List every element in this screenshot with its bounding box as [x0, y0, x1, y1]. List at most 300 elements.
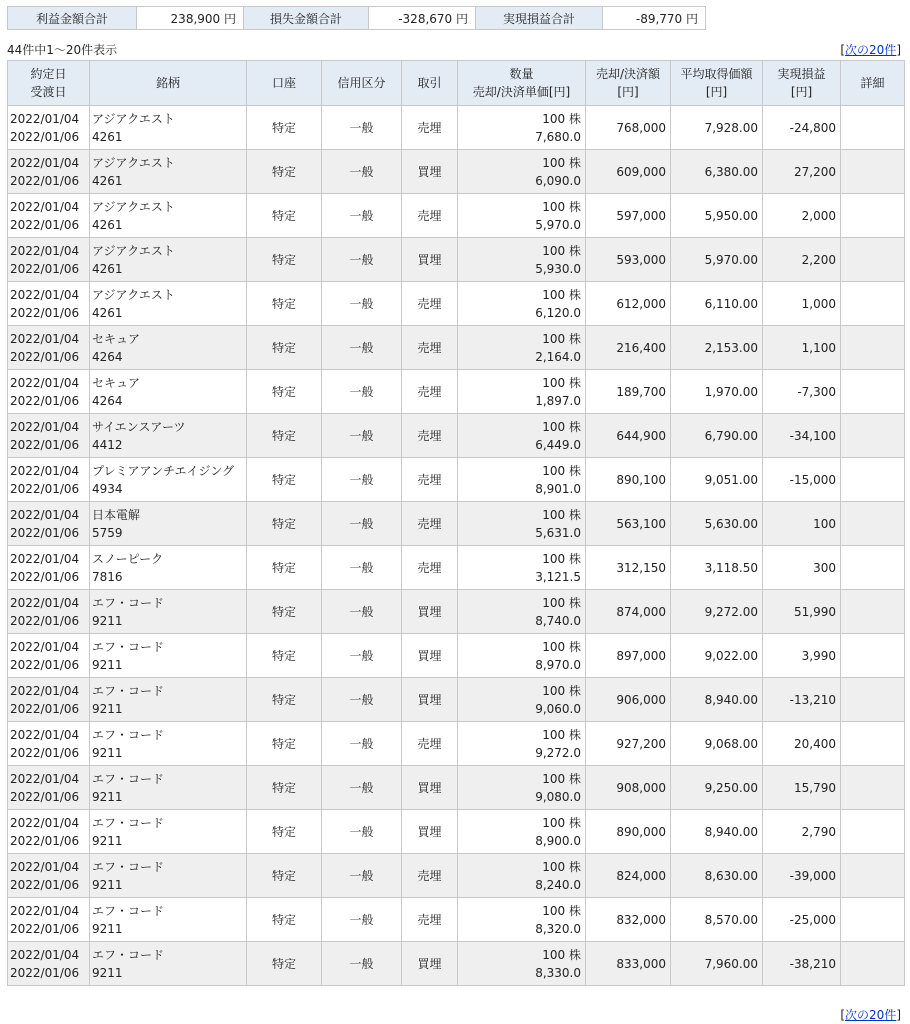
quantity: 100 株 — [542, 683, 581, 698]
stock-code: 9211 — [92, 789, 123, 804]
stock-code: 4934 — [92, 481, 123, 496]
qty-cell — [458, 546, 586, 590]
qty-cell — [458, 678, 586, 722]
avg-cost-cell: 8,570.00 — [671, 898, 763, 942]
trade-date: 2022/01/04 — [10, 199, 80, 214]
pnl-cell: -13,210 — [763, 678, 841, 722]
col-trade: 取引 — [402, 61, 458, 106]
table-row — [8, 150, 905, 194]
trade-date: 2022/01/04 — [10, 903, 80, 918]
pnl-cell: 1,000 — [763, 282, 841, 326]
settle-date: 2022/01/06 — [10, 701, 80, 716]
trade-date: 2022/01/04 — [10, 507, 80, 522]
trade-cell: 売埋 — [402, 194, 458, 238]
pnl-cell: -24,800 — [763, 106, 841, 150]
stock-name: スノーピーク — [92, 551, 164, 566]
trade-date: 2022/01/04 — [10, 111, 80, 126]
stock-cell — [90, 722, 247, 766]
detail-cell — [841, 194, 905, 238]
settle-date: 2022/01/06 — [10, 305, 80, 320]
avg-cost-cell: 9,068.00 — [671, 722, 763, 766]
settle-date: 2022/01/06 — [10, 745, 80, 760]
trade-date: 2022/01/04 — [10, 771, 80, 786]
quantity: 100 株 — [542, 243, 581, 258]
pnl-cell: 2,790 — [763, 810, 841, 854]
col-pnl — [763, 61, 841, 106]
pnl-cell: -39,000 — [763, 854, 841, 898]
quantity: 100 株 — [542, 595, 581, 610]
table-row — [8, 414, 905, 458]
quantity: 100 株 — [542, 199, 581, 214]
stock-name: アジアクエスト — [92, 199, 175, 214]
account-cell: 特定 — [247, 238, 322, 282]
account-cell: 特定 — [247, 678, 322, 722]
trade-date: 2022/01/04 — [10, 947, 80, 962]
trade-cell: 売埋 — [402, 326, 458, 370]
credit-cell: 一般 — [322, 898, 402, 942]
stock-cell — [90, 150, 247, 194]
pager-top — [840, 41, 901, 58]
avg-cost-cell: 8,940.00 — [671, 810, 763, 854]
avg-cost-cell: 5,630.00 — [671, 502, 763, 546]
settle-date: 2022/01/06 — [10, 921, 80, 936]
stock-code: 9211 — [92, 613, 123, 628]
unit-price: 6,120.0 — [535, 305, 581, 320]
trade-date: 2022/01/04 — [10, 551, 80, 566]
account-cell: 特定 — [247, 634, 322, 678]
table-row — [8, 898, 905, 942]
credit-cell: 一般 — [322, 810, 402, 854]
settle-date: 2022/01/06 — [10, 349, 80, 364]
unit-price: 9,272.0 — [535, 745, 581, 760]
avg-cost-cell: 7,928.00 — [671, 106, 763, 150]
stock-cell — [90, 370, 247, 414]
qty-cell — [458, 634, 586, 678]
quantity: 100 株 — [542, 859, 581, 874]
detail-cell — [841, 546, 905, 590]
avg-cost-cell: 6,790.00 — [671, 414, 763, 458]
table-row — [8, 194, 905, 238]
avg-cost-cell: 8,940.00 — [671, 678, 763, 722]
trade-date: 2022/01/04 — [10, 287, 80, 302]
credit-cell: 一般 — [322, 502, 402, 546]
date-cell — [8, 942, 90, 986]
trade-cell: 買埋 — [402, 634, 458, 678]
qty-cell — [458, 854, 586, 898]
col-avg-line2: [円] — [705, 85, 728, 99]
unit-price: 9,060.0 — [535, 701, 581, 716]
trade-cell: 買埋 — [402, 810, 458, 854]
trade-date: 2022/01/04 — [10, 375, 80, 390]
quantity: 100 株 — [542, 947, 581, 962]
amount-cell: 890,100 — [586, 458, 671, 502]
qty-cell — [458, 810, 586, 854]
account-cell: 特定 — [247, 370, 322, 414]
unit-price: 6,449.0 — [535, 437, 581, 452]
table-row — [8, 458, 905, 502]
trade-cell: 売埋 — [402, 546, 458, 590]
amount-cell: 597,000 — [586, 194, 671, 238]
stock-name: セキュア — [92, 375, 141, 390]
unit-price: 5,631.0 — [535, 525, 581, 540]
pager-bracket-close: ] — [896, 1008, 901, 1022]
credit-cell: 一般 — [322, 634, 402, 678]
amount-cell: 832,000 — [586, 898, 671, 942]
settle-date: 2022/01/06 — [10, 569, 80, 584]
amount-cell: 927,200 — [586, 722, 671, 766]
date-cell — [8, 414, 90, 458]
summary-table — [7, 6, 706, 30]
credit-cell: 一般 — [322, 942, 402, 986]
settle-date: 2022/01/06 — [10, 877, 80, 892]
credit-cell: 一般 — [322, 150, 402, 194]
quantity: 100 株 — [542, 727, 581, 742]
date-cell — [8, 502, 90, 546]
avg-cost-cell: 5,970.00 — [671, 238, 763, 282]
table-row — [8, 238, 905, 282]
amount-cell: 563,100 — [586, 502, 671, 546]
table-row — [8, 766, 905, 810]
realized-total-label: 実現損益合計 — [476, 7, 603, 30]
detail-cell — [841, 634, 905, 678]
detail-cell — [841, 942, 905, 986]
pnl-cell: 1,100 — [763, 326, 841, 370]
credit-cell: 一般 — [322, 546, 402, 590]
avg-cost-cell: 9,272.00 — [671, 590, 763, 634]
stock-name: アジアクエスト — [92, 111, 175, 126]
quantity: 100 株 — [542, 155, 581, 170]
avg-cost-cell: 9,250.00 — [671, 766, 763, 810]
qty-cell — [458, 942, 586, 986]
avg-cost-cell: 7,960.00 — [671, 942, 763, 986]
table-row — [8, 370, 905, 414]
amount-cell: 906,000 — [586, 678, 671, 722]
account-cell: 特定 — [247, 590, 322, 634]
unit-price: 7,680.0 — [535, 129, 581, 144]
table-row — [8, 854, 905, 898]
settle-date: 2022/01/06 — [10, 481, 80, 496]
avg-cost-cell: 9,051.00 — [671, 458, 763, 502]
unit-price: 8,740.0 — [535, 613, 581, 628]
results-body — [8, 106, 905, 986]
unit-price: 8,330.0 — [535, 965, 581, 980]
account-cell: 特定 — [247, 150, 322, 194]
trade-cell: 買埋 — [402, 942, 458, 986]
settle-date: 2022/01/06 — [10, 393, 80, 408]
col-account: 口座 — [247, 61, 322, 106]
pnl-cell: 3,990 — [763, 634, 841, 678]
stock-cell — [90, 590, 247, 634]
quantity: 100 株 — [542, 463, 581, 478]
table-row — [8, 942, 905, 986]
trade-date: 2022/01/04 — [10, 815, 80, 830]
avg-cost-cell: 5,950.00 — [671, 194, 763, 238]
detail-cell — [841, 854, 905, 898]
quantity: 100 株 — [542, 551, 581, 566]
col-date-line2: 受渡日 — [30, 85, 67, 99]
amount-cell: 833,000 — [586, 942, 671, 986]
avg-cost-cell: 6,380.00 — [671, 150, 763, 194]
quantity: 100 株 — [542, 771, 581, 786]
stock-name: エフ・コード — [92, 903, 165, 918]
quantity: 100 株 — [542, 287, 581, 302]
account-cell: 特定 — [247, 942, 322, 986]
stock-code: 4261 — [92, 217, 123, 232]
avg-cost-cell: 9,022.00 — [671, 634, 763, 678]
trade-date: 2022/01/04 — [10, 463, 80, 478]
trade-cell: 売埋 — [402, 370, 458, 414]
quantity: 100 株 — [542, 639, 581, 654]
qty-cell — [458, 326, 586, 370]
date-cell — [8, 898, 90, 942]
stock-name: エフ・コード — [92, 595, 165, 610]
col-qty-line2: 売却/決済単価[円] — [472, 85, 571, 99]
stock-name: エフ・コード — [92, 727, 165, 742]
date-cell — [8, 458, 90, 502]
col-date-line1: 約定日 — [30, 67, 67, 81]
stock-cell — [90, 106, 247, 150]
stock-code: 4412 — [92, 437, 123, 452]
stock-code: 9211 — [92, 877, 123, 892]
trade-cell: 買埋 — [402, 766, 458, 810]
qty-cell — [458, 282, 586, 326]
stock-code: 4261 — [92, 173, 123, 188]
amount-cell: 824,000 — [586, 854, 671, 898]
qty-cell — [458, 458, 586, 502]
col-pnl-line2: [円] — [790, 85, 813, 99]
pnl-cell: 27,200 — [763, 150, 841, 194]
account-cell: 特定 — [247, 546, 322, 590]
pager-bracket-close: ] — [896, 43, 901, 57]
detail-cell — [841, 282, 905, 326]
loss-total-value: -328,670 円 — [369, 7, 476, 30]
quantity: 100 株 — [542, 111, 581, 126]
qty-cell — [458, 238, 586, 282]
profit-total-value: 238,900 円 — [137, 7, 244, 30]
stock-cell — [90, 238, 247, 282]
pnl-cell: 51,990 — [763, 590, 841, 634]
stock-name: エフ・コード — [92, 859, 165, 874]
unit-price: 5,930.0 — [535, 261, 581, 276]
unit-price: 8,900.0 — [535, 833, 581, 848]
next-page-link[interactable]: 次の20件 — [845, 43, 897, 57]
quantity: 100 株 — [542, 903, 581, 918]
unit-price: 8,240.0 — [535, 877, 581, 892]
summary-row — [8, 7, 706, 30]
pnl-cell: -34,100 — [763, 414, 841, 458]
amount-cell: 312,150 — [586, 546, 671, 590]
table-row — [8, 634, 905, 678]
stock-code: 9211 — [92, 833, 123, 848]
settle-date: 2022/01/06 — [10, 789, 80, 804]
avg-cost-cell: 3,118.50 — [671, 546, 763, 590]
pager-bracket-open: [ — [840, 1008, 846, 1022]
table-row — [8, 678, 905, 722]
col-amount-line2: [円] — [617, 85, 639, 99]
stock-cell — [90, 634, 247, 678]
amount-cell: 890,000 — [586, 810, 671, 854]
date-cell — [8, 326, 90, 370]
trade-cell: 買埋 — [402, 590, 458, 634]
unit-price: 5,970.0 — [535, 217, 581, 232]
stock-code: 4261 — [92, 129, 123, 144]
credit-cell: 一般 — [322, 766, 402, 810]
settle-date: 2022/01/06 — [10, 525, 80, 540]
trade-cell: 売埋 — [402, 502, 458, 546]
stock-name: サイエンスアーツ — [92, 419, 186, 434]
unit-price: 3,121.5 — [535, 569, 581, 584]
stock-cell — [90, 458, 247, 502]
settle-date: 2022/01/06 — [10, 437, 80, 452]
amount-cell: 908,000 — [586, 766, 671, 810]
avg-cost-cell: 6,110.00 — [671, 282, 763, 326]
trade-cell: 売埋 — [402, 458, 458, 502]
trade-date: 2022/01/04 — [10, 859, 80, 874]
credit-cell: 一般 — [322, 590, 402, 634]
stock-code: 4264 — [92, 349, 123, 364]
avg-cost-cell: 2,153.00 — [671, 326, 763, 370]
stock-name: エフ・コード — [92, 683, 165, 698]
col-name: 銘柄 — [90, 61, 247, 106]
trade-date: 2022/01/04 — [10, 595, 80, 610]
stock-name: エフ・コード — [92, 639, 165, 654]
results-table — [7, 60, 905, 986]
trade-cell: 売埋 — [402, 106, 458, 150]
detail-cell — [841, 722, 905, 766]
settle-date: 2022/01/06 — [10, 965, 80, 980]
pager-bottom — [840, 1006, 901, 1023]
date-cell — [8, 282, 90, 326]
credit-cell: 一般 — [322, 282, 402, 326]
settle-date: 2022/01/06 — [10, 613, 80, 628]
credit-cell: 一般 — [322, 194, 402, 238]
amount-cell: 189,700 — [586, 370, 671, 414]
trade-cell: 買埋 — [402, 678, 458, 722]
detail-cell — [841, 150, 905, 194]
stock-code: 4261 — [92, 305, 123, 320]
pnl-cell: 300 — [763, 546, 841, 590]
account-cell: 特定 — [247, 194, 322, 238]
qty-cell — [458, 370, 586, 414]
account-cell: 特定 — [247, 414, 322, 458]
credit-cell: 一般 — [322, 326, 402, 370]
pnl-cell: -7,300 — [763, 370, 841, 414]
qty-cell — [458, 722, 586, 766]
trade-cell: 売埋 — [402, 854, 458, 898]
account-cell: 特定 — [247, 898, 322, 942]
amount-cell: 874,000 — [586, 590, 671, 634]
stock-cell — [90, 194, 247, 238]
credit-cell: 一般 — [322, 722, 402, 766]
stock-name: エフ・コード — [92, 947, 165, 962]
col-avg-line1: 平均取得価額 — [680, 67, 753, 81]
qty-cell — [458, 414, 586, 458]
stock-name: アジアクエスト — [92, 243, 175, 258]
credit-cell: 一般 — [322, 854, 402, 898]
detail-cell — [841, 238, 905, 282]
trade-cell: 売埋 — [402, 282, 458, 326]
stock-code: 9211 — [92, 965, 123, 980]
credit-cell: 一般 — [322, 370, 402, 414]
pager-bracket-open: [ — [840, 43, 846, 57]
trade-date: 2022/01/04 — [10, 243, 80, 258]
unit-price: 2,164.0 — [535, 349, 581, 364]
detail-cell — [841, 370, 905, 414]
table-row — [8, 546, 905, 590]
col-amount — [586, 61, 671, 106]
date-cell — [8, 854, 90, 898]
table-row — [8, 282, 905, 326]
account-cell: 特定 — [247, 458, 322, 502]
date-cell — [8, 590, 90, 634]
next-page-link[interactable]: 次の20件 — [845, 1008, 897, 1022]
detail-cell — [841, 502, 905, 546]
stock-name: アジアクエスト — [92, 287, 175, 302]
trade-cell: 売埋 — [402, 722, 458, 766]
stock-name: アジアクエスト — [92, 155, 175, 170]
stock-cell — [90, 942, 247, 986]
detail-cell — [841, 326, 905, 370]
credit-cell: 一般 — [322, 238, 402, 282]
detail-cell — [841, 810, 905, 854]
table-row — [8, 810, 905, 854]
stock-name: セキュア — [92, 331, 141, 346]
quantity: 100 株 — [542, 815, 581, 830]
date-cell — [8, 150, 90, 194]
trade-cell: 買埋 — [402, 238, 458, 282]
settle-date: 2022/01/06 — [10, 657, 80, 672]
detail-cell — [841, 458, 905, 502]
stock-name: プレミアアンチエイジング — [92, 463, 235, 478]
stock-cell — [90, 766, 247, 810]
pnl-cell: -38,210 — [763, 942, 841, 986]
settle-date: 2022/01/06 — [10, 129, 80, 144]
settle-date: 2022/01/06 — [10, 261, 80, 276]
quantity: 100 株 — [542, 507, 581, 522]
stock-code: 9211 — [92, 921, 123, 936]
date-cell — [8, 766, 90, 810]
unit-price: 8,901.0 — [535, 481, 581, 496]
qty-cell — [458, 150, 586, 194]
settle-date: 2022/01/06 — [10, 217, 80, 232]
stock-cell — [90, 810, 247, 854]
account-cell: 特定 — [247, 854, 322, 898]
amount-cell: 768,000 — [586, 106, 671, 150]
unit-price: 1,897.0 — [535, 393, 581, 408]
trade-date: 2022/01/04 — [10, 683, 80, 698]
amount-cell: 216,400 — [586, 326, 671, 370]
stock-cell — [90, 414, 247, 458]
qty-cell — [458, 194, 586, 238]
result-count: 44件中1～20件表示 — [7, 43, 118, 57]
stock-code: 9211 — [92, 657, 123, 672]
settle-date: 2022/01/06 — [10, 833, 80, 848]
stock-code: 4261 — [92, 261, 123, 276]
date-cell — [8, 634, 90, 678]
stock-code: 5759 — [92, 525, 123, 540]
stock-code: 9211 — [92, 745, 123, 760]
date-cell — [8, 546, 90, 590]
realized-total-value: -89,770 円 — [603, 7, 706, 30]
stock-name: 日本電解 — [92, 507, 141, 522]
quantity: 100 株 — [542, 375, 581, 390]
col-qty-line1: 数量 — [509, 67, 534, 81]
unit-price: 6,090.0 — [535, 173, 581, 188]
detail-cell — [841, 414, 905, 458]
account-cell: 特定 — [247, 810, 322, 854]
date-cell — [8, 722, 90, 766]
quantity: 100 株 — [542, 419, 581, 434]
